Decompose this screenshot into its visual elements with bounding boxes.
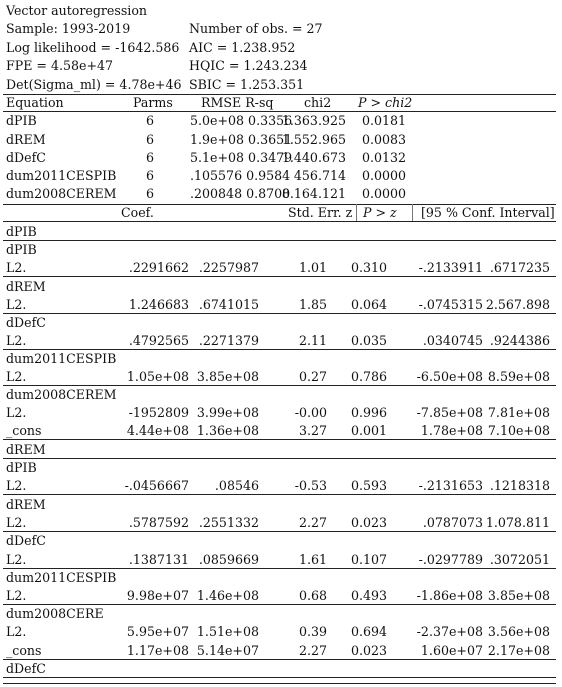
coef-table-header-rule bbox=[3, 221, 556, 222]
coef-header-stderr-z: Std. Err. z bbox=[288, 205, 353, 220]
table-cell: .0340745 bbox=[422, 333, 483, 348]
table-cell: 0.023 bbox=[350, 515, 387, 530]
hqic-text: HQIC = 1.243.234 bbox=[189, 58, 308, 73]
table-cell: 4.44e+08 bbox=[126, 423, 189, 438]
table-cell: 5.95e+07 bbox=[126, 624, 189, 639]
table-cell: .2291662 bbox=[128, 260, 189, 275]
section-label: dREM bbox=[6, 497, 46, 512]
table-cell: .200848 0.8700 bbox=[190, 186, 291, 201]
row-rule bbox=[3, 439, 556, 440]
section-label: dDefC bbox=[6, 315, 46, 330]
eq-table-top-rule bbox=[3, 94, 556, 95]
table-cell: -.0456667 bbox=[124, 478, 189, 493]
table-cell: .9244386 bbox=[489, 333, 550, 348]
table-cell: 0.0000 bbox=[362, 168, 407, 183]
table-cell: 1.78e+08 bbox=[420, 423, 483, 438]
table-cell: 1.01 bbox=[298, 260, 327, 275]
table-cell: 6 bbox=[145, 113, 154, 128]
table-cell: 2.11 bbox=[298, 333, 327, 348]
table-cell: 1.60e+07 bbox=[420, 643, 483, 658]
table-cell: -.0297789 bbox=[418, 552, 483, 567]
table-cell: -.2131653 bbox=[418, 478, 483, 493]
table-cell: 1.078.811 bbox=[485, 515, 550, 530]
row-rule bbox=[3, 276, 556, 277]
eq-header-equation: Equation bbox=[6, 95, 64, 110]
table-cell: 1.05e+08 bbox=[126, 369, 189, 384]
row-label: _cons bbox=[6, 423, 42, 438]
row-rule bbox=[3, 494, 556, 495]
table-cell: -0.53 bbox=[294, 478, 327, 493]
table-cell: 2.27 bbox=[298, 515, 327, 530]
row-label: L2. bbox=[6, 333, 27, 348]
table-cell: 2.17e+08 bbox=[487, 643, 550, 658]
row-rule bbox=[3, 531, 556, 532]
table-cell: 1.363.925 bbox=[281, 113, 346, 128]
table-cell: 8.164.121 bbox=[281, 186, 346, 201]
coef-header-conf-interval: [95 % Conf. Interval] bbox=[421, 205, 555, 220]
section-label: dum2011CESPIB bbox=[6, 351, 117, 366]
table-cell: 0.0083 bbox=[362, 132, 407, 147]
table-cell: 0.786 bbox=[350, 369, 387, 384]
table-cell: .2551332 bbox=[198, 515, 259, 530]
row-rule bbox=[3, 240, 556, 241]
table-cell: .0787073 bbox=[422, 515, 483, 530]
section-label: dPIB bbox=[6, 242, 37, 257]
table-cell: -0.00 bbox=[294, 405, 327, 420]
table-cell: 456.714 bbox=[293, 168, 346, 183]
fpe-text: FPE = 4.58e+47 bbox=[6, 58, 114, 73]
coef-header-p-z: P > z bbox=[363, 205, 397, 220]
table-cell: .6741015 bbox=[198, 297, 259, 312]
table-cell: 6 bbox=[145, 132, 154, 147]
table-cell: 1.46e+08 bbox=[196, 588, 259, 603]
table-cell: 6 bbox=[145, 168, 154, 183]
eq-header-chi2: chi2 bbox=[304, 95, 332, 110]
table-cell: 3.56e+08 bbox=[487, 624, 550, 639]
table-cell: 0.310 bbox=[350, 260, 387, 275]
table-cell: 2.567.898 bbox=[485, 297, 550, 312]
table-cell: 3.85e+08 bbox=[196, 369, 259, 384]
table-cell: 0.593 bbox=[350, 478, 387, 493]
table-cell: 1.9e+08 0.3651 bbox=[190, 132, 293, 147]
section-label: dDefC bbox=[6, 661, 46, 676]
table-cell: .1218318 bbox=[489, 478, 550, 493]
det-sigma-text: Det(Sigma_ml) = 4.78e+46 bbox=[6, 77, 182, 92]
table-cell: 0.39 bbox=[298, 624, 327, 639]
row-label: _cons bbox=[6, 643, 42, 658]
row-label: L2. bbox=[6, 297, 27, 312]
table-cell: 1.552.965 bbox=[281, 132, 346, 147]
row-rule bbox=[3, 677, 556, 678]
sample-text: Sample: 1993-2019 bbox=[6, 21, 131, 36]
table-cell: dum2008CEREM bbox=[6, 186, 117, 201]
row-rule bbox=[3, 604, 556, 605]
sbic-text: SBIC = 1.253.351 bbox=[189, 77, 305, 92]
row-label: L2. bbox=[6, 624, 27, 639]
aic-text: AIC = 1.238.952 bbox=[189, 40, 296, 55]
table-cell: 0.064 bbox=[350, 297, 387, 312]
section-label: dum2008CEREM bbox=[6, 387, 117, 402]
table-cell: 3.99e+08 bbox=[196, 405, 259, 420]
row-rule bbox=[3, 349, 556, 350]
eq-header-rmse-rsq: RMSE R-sq bbox=[201, 95, 274, 110]
table-cell: .5787592 bbox=[128, 515, 189, 530]
table-cell: dDefC bbox=[6, 150, 46, 165]
table-cell: 7.81e+08 bbox=[487, 405, 550, 420]
table-cell: 1.17e+08 bbox=[126, 643, 189, 658]
table-cell: 2.27 bbox=[298, 643, 327, 658]
table-cell: .2257987 bbox=[198, 260, 259, 275]
table-cell: 1.246683 bbox=[128, 297, 189, 312]
table-cell: 0.001 bbox=[350, 423, 387, 438]
table-cell: 0.68 bbox=[298, 588, 327, 603]
coef-table-bottom-rule bbox=[3, 683, 556, 684]
table-cell: 5.14e+07 bbox=[196, 643, 259, 658]
row-label: L2. bbox=[6, 552, 27, 567]
table-cell: 9.98e+07 bbox=[126, 588, 189, 603]
table-cell: dum2011CESPIB bbox=[6, 168, 117, 183]
table-cell: dREM bbox=[6, 132, 46, 147]
table-cell: 8.59e+08 bbox=[487, 369, 550, 384]
table-cell: -1.86e+08 bbox=[416, 588, 483, 603]
table-cell: 5.1e+08 0.3479 bbox=[190, 150, 293, 165]
table-cell: 0.694 bbox=[350, 624, 387, 639]
row-label: L2. bbox=[6, 588, 27, 603]
table-cell: -2.37e+08 bbox=[416, 624, 483, 639]
row-rule bbox=[3, 385, 556, 386]
log-likelihood-text: Log likelihood = -1642.586 bbox=[6, 40, 180, 55]
table-cell: 0.035 bbox=[350, 333, 387, 348]
eq-table-header-rule bbox=[3, 111, 556, 112]
row-rule bbox=[3, 458, 556, 459]
table-cell: -7.85e+08 bbox=[416, 405, 483, 420]
row-rule bbox=[3, 313, 556, 314]
table-cell: dPIB bbox=[6, 113, 37, 128]
section-label: dREM bbox=[6, 279, 46, 294]
table-cell: 1.36e+08 bbox=[196, 423, 259, 438]
table-cell: .3072051 bbox=[489, 552, 550, 567]
section-label: dREM bbox=[6, 442, 46, 457]
table-cell: 7.10e+08 bbox=[487, 423, 550, 438]
row-label: L2. bbox=[6, 369, 27, 384]
table-cell: 0.023 bbox=[350, 643, 387, 658]
nobs-text: Number of obs. = 27 bbox=[189, 21, 323, 36]
table-cell: 0.0000 bbox=[362, 186, 407, 201]
table-cell: 0.27 bbox=[298, 369, 327, 384]
coef-header-divider bbox=[356, 204, 357, 221]
row-label: L2. bbox=[6, 405, 27, 420]
eq-header-p-chi2: P > chi2 bbox=[358, 95, 413, 110]
table-cell: -6.50e+08 bbox=[416, 369, 483, 384]
table-cell: .105576 0.9584 bbox=[190, 168, 291, 183]
table-cell: .6717235 bbox=[489, 260, 550, 275]
coef-header-coef: Coef. bbox=[121, 205, 154, 220]
table-cell: .2271379 bbox=[198, 333, 259, 348]
table-cell: 3.85e+08 bbox=[487, 588, 550, 603]
coef-header-divider bbox=[412, 204, 413, 221]
row-label: L2. bbox=[6, 478, 27, 493]
table-cell: 6 bbox=[145, 150, 154, 165]
table-cell: 0.0132 bbox=[362, 150, 407, 165]
table-cell: .1387131 bbox=[128, 552, 189, 567]
table-cell: -1952809 bbox=[128, 405, 189, 420]
table-cell: 1.85 bbox=[298, 297, 327, 312]
table-cell: 0.493 bbox=[350, 588, 387, 603]
table-cell: 5.0e+08 0.3356 bbox=[190, 113, 293, 128]
section-label: dDefC bbox=[6, 533, 46, 548]
table-cell: -.0745315 bbox=[418, 297, 483, 312]
table-cell: 1.440.673 bbox=[281, 150, 346, 165]
table-cell: .08546 bbox=[214, 478, 259, 493]
row-label: L2. bbox=[6, 515, 27, 530]
section-label: dum2008CERE bbox=[6, 606, 104, 621]
table-cell: 3.27 bbox=[298, 423, 327, 438]
section-label: dPIB bbox=[6, 460, 37, 475]
table-cell: .0859669 bbox=[198, 552, 259, 567]
eq-header-parms: Parms bbox=[133, 95, 173, 110]
row-rule bbox=[3, 568, 556, 569]
table-title: Vector autoregression bbox=[6, 3, 148, 18]
section-label: dum2011CESPIB bbox=[6, 570, 117, 585]
table-cell: .4792565 bbox=[128, 333, 189, 348]
section-label: dPIB bbox=[6, 224, 37, 239]
row-label: L2. bbox=[6, 260, 27, 275]
table-cell: 0.107 bbox=[350, 552, 387, 567]
table-cell: 0.996 bbox=[350, 405, 387, 420]
row-rule bbox=[3, 659, 556, 660]
table-cell: 0.0181 bbox=[362, 113, 407, 128]
table-cell: 6 bbox=[145, 186, 154, 201]
table-cell: 1.61 bbox=[298, 552, 327, 567]
table-cell: -.2133911 bbox=[418, 260, 483, 275]
table-cell: 1.51e+08 bbox=[196, 624, 259, 639]
